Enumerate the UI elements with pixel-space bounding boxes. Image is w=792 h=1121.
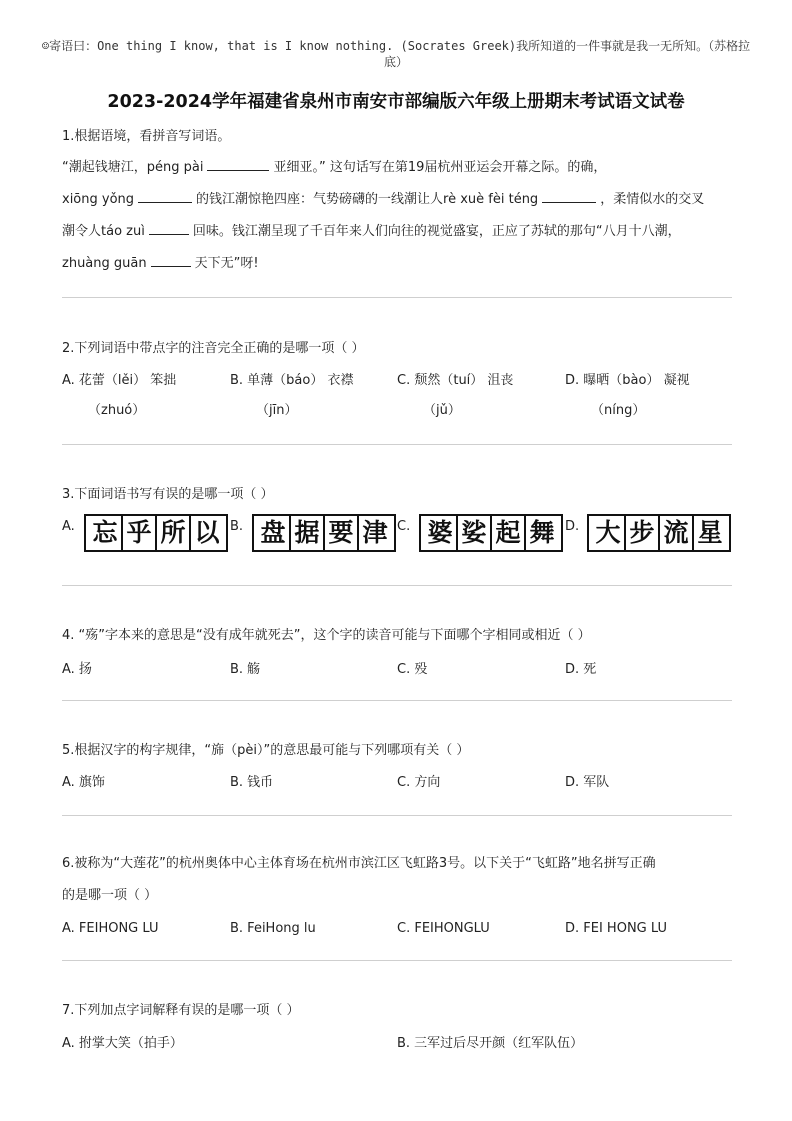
option-a[interactable]: A. 扬 [62, 662, 92, 677]
divider [62, 960, 732, 961]
option-a[interactable] [62, 518, 220, 547]
option-d[interactable] [565, 372, 690, 418]
option-b[interactable] [230, 518, 388, 547]
hw-char: 据 [294, 518, 320, 547]
hw-divider [289, 516, 291, 550]
hw-char: 流 [663, 518, 689, 547]
divider [62, 815, 732, 816]
hw-char: 大 [595, 518, 621, 547]
passage-line [62, 248, 742, 280]
passage-line [62, 152, 742, 184]
hw-divider [155, 516, 157, 550]
option-d[interactable]: D. FEI HONG LU [565, 921, 667, 936]
option-pinyin: （jǔ） [423, 403, 461, 418]
option-b[interactable]: B. FeiHong lu [230, 921, 316, 936]
motto: ☺寄语曰：One thing I know, that is I know nothing. (Socrates Greek)我所知道的一件事就是我一无所知。（苏格拉底） [41, 39, 751, 69]
option-letter: A. [62, 519, 75, 534]
question-4 [62, 627, 742, 645]
answer-blank[interactable] [151, 254, 191, 267]
hw-divider [121, 516, 123, 550]
question-stem: 2.下列词语中带点字的注音完全正确的是哪一项（ ） [62, 341, 365, 356]
hw-divider [456, 516, 458, 550]
option-label: D. 曝晒（bào） 凝视 [565, 373, 690, 388]
answer-blank[interactable] [207, 158, 269, 171]
option-a[interactable]: A. 拊掌大笑（拍手） [62, 1036, 183, 1051]
hw-char: 步 [629, 518, 655, 547]
hw-divider [357, 516, 359, 550]
hw-divider [624, 516, 626, 550]
option-c[interactable] [397, 518, 555, 547]
question-7 [62, 1002, 742, 1020]
question-2 [62, 340, 742, 358]
hw-char: 乎 [126, 518, 152, 547]
passage-text: 潮令人táo zuì [62, 224, 145, 239]
option-c[interactable]: C. 方向 [397, 775, 441, 790]
question-stem: 7.下列加点字词解释有误的是哪一项（ ） [62, 1003, 300, 1018]
divider [62, 585, 732, 586]
divider [62, 444, 732, 445]
passage-text: zhuàng guān [62, 256, 147, 271]
page-title: 2023-2024学年福建省泉州市南安市部编版六年级上册期末考试语文试卷 [107, 92, 685, 112]
option-label: A. 花蕾（lěi） 笨拙 [62, 373, 177, 388]
option-d[interactable]: D. 军队 [565, 775, 610, 790]
question-1 [62, 128, 742, 280]
option-pinyin: （níng） [591, 403, 646, 418]
option-c[interactable]: C. FEIHONGLU [397, 921, 490, 936]
hw-char: 忘 [92, 518, 118, 547]
question-6 [62, 855, 742, 905]
option-b[interactable] [230, 372, 354, 418]
handwriting-image [84, 514, 228, 552]
hw-divider [189, 516, 191, 550]
passage-text: “潮起钱塘江，péng pài [62, 160, 204, 175]
handwriting-image [587, 514, 731, 552]
hw-char: 舞 [529, 518, 555, 547]
hw-char: 娑 [461, 518, 487, 547]
passage-text: xiōng yǒng [62, 192, 135, 207]
divider [62, 297, 732, 298]
passage-text: 回味。钱江潮呈现了千百年来人们向往的视觉盛宴，正应了苏轼的那句“八月十八潮， [192, 224, 681, 239]
option-a[interactable]: A. FEIHONG LU [62, 921, 159, 936]
option-label: C. 颓然（tuí） 沮丧 [397, 373, 514, 388]
question-stem: 3.下面词语书写有误的是哪一项（ ） [62, 487, 274, 502]
hw-char: 起 [495, 518, 521, 547]
option-letter: D. [565, 519, 580, 534]
option-a[interactable]: A. 旗饰 [62, 775, 105, 790]
hw-divider [490, 516, 492, 550]
question-3 [62, 486, 742, 504]
option-b[interactable]: B. 三军过后尽开颜（红军队伍） [397, 1036, 584, 1051]
option-pinyin: （zhuó） [88, 403, 146, 418]
hw-divider [323, 516, 325, 550]
hw-char: 星 [697, 518, 723, 547]
option-d[interactable] [565, 518, 723, 547]
answer-blank[interactable] [542, 190, 596, 203]
passage-text: 亚细亚。” 这句话写在第19届杭州亚运会开幕之际。的确， [273, 160, 607, 175]
handwriting-image [252, 514, 396, 552]
passage-text: 天下无”呀! [194, 256, 259, 271]
option-b[interactable]: B. 觞 [230, 662, 261, 677]
divider [62, 700, 732, 701]
question-stem: 4. “殇”字本来的意思是“没有成年就死去”，这个字的读音可能与下面哪个字相同或相近（ ） [62, 628, 591, 643]
passage-line [62, 216, 742, 248]
hw-char: 要 [328, 518, 354, 547]
answer-blank[interactable] [149, 222, 189, 235]
hw-divider [658, 516, 660, 550]
question-stem: 1.根据语境，看拼音写词语。 [62, 129, 231, 144]
option-pinyin: （jīn） [256, 403, 298, 418]
option-a[interactable] [62, 372, 177, 418]
option-b[interactable]: B. 钱币 [230, 775, 274, 790]
hw-char: 婆 [427, 518, 453, 547]
option-d[interactable]: D. 死 [565, 662, 597, 677]
hw-char: 所 [160, 518, 186, 547]
passage-line [62, 184, 742, 216]
passage-text: ，柔情似水的交叉 [600, 192, 705, 207]
option-letter: C. [397, 519, 411, 534]
answer-blank[interactable] [138, 190, 192, 203]
passage-text: 的钱江潮惊艳四座：气势磅礴的一线潮让人rè xuè fèi téng [196, 192, 539, 207]
hw-divider [524, 516, 526, 550]
handwriting-image [419, 514, 563, 552]
option-letter: B. [230, 519, 244, 534]
question-stem: 5.根据汉字的构字规律，“旆（pèi）”的意思最可能与下列哪项有关（ ） [62, 743, 470, 758]
hw-char: 津 [362, 518, 388, 547]
question-stem: 6.被称为“大莲花”的杭州奥体中心主体育场在杭州市滨江区飞虹路3号。以下关于“飞虹路”地名拼写正确 [62, 856, 656, 871]
option-c[interactable]: C. 殁 [397, 662, 428, 677]
hw-char: 盘 [260, 518, 286, 547]
hw-divider [692, 516, 694, 550]
hw-char: 以 [194, 518, 220, 547]
question-stem-cont: 的是哪一项（ ） [62, 888, 158, 903]
option-c[interactable] [397, 372, 514, 418]
question-passage [62, 152, 742, 280]
option-label: B. 单薄（báo） 衣襟 [230, 373, 354, 388]
question-5 [62, 742, 742, 760]
